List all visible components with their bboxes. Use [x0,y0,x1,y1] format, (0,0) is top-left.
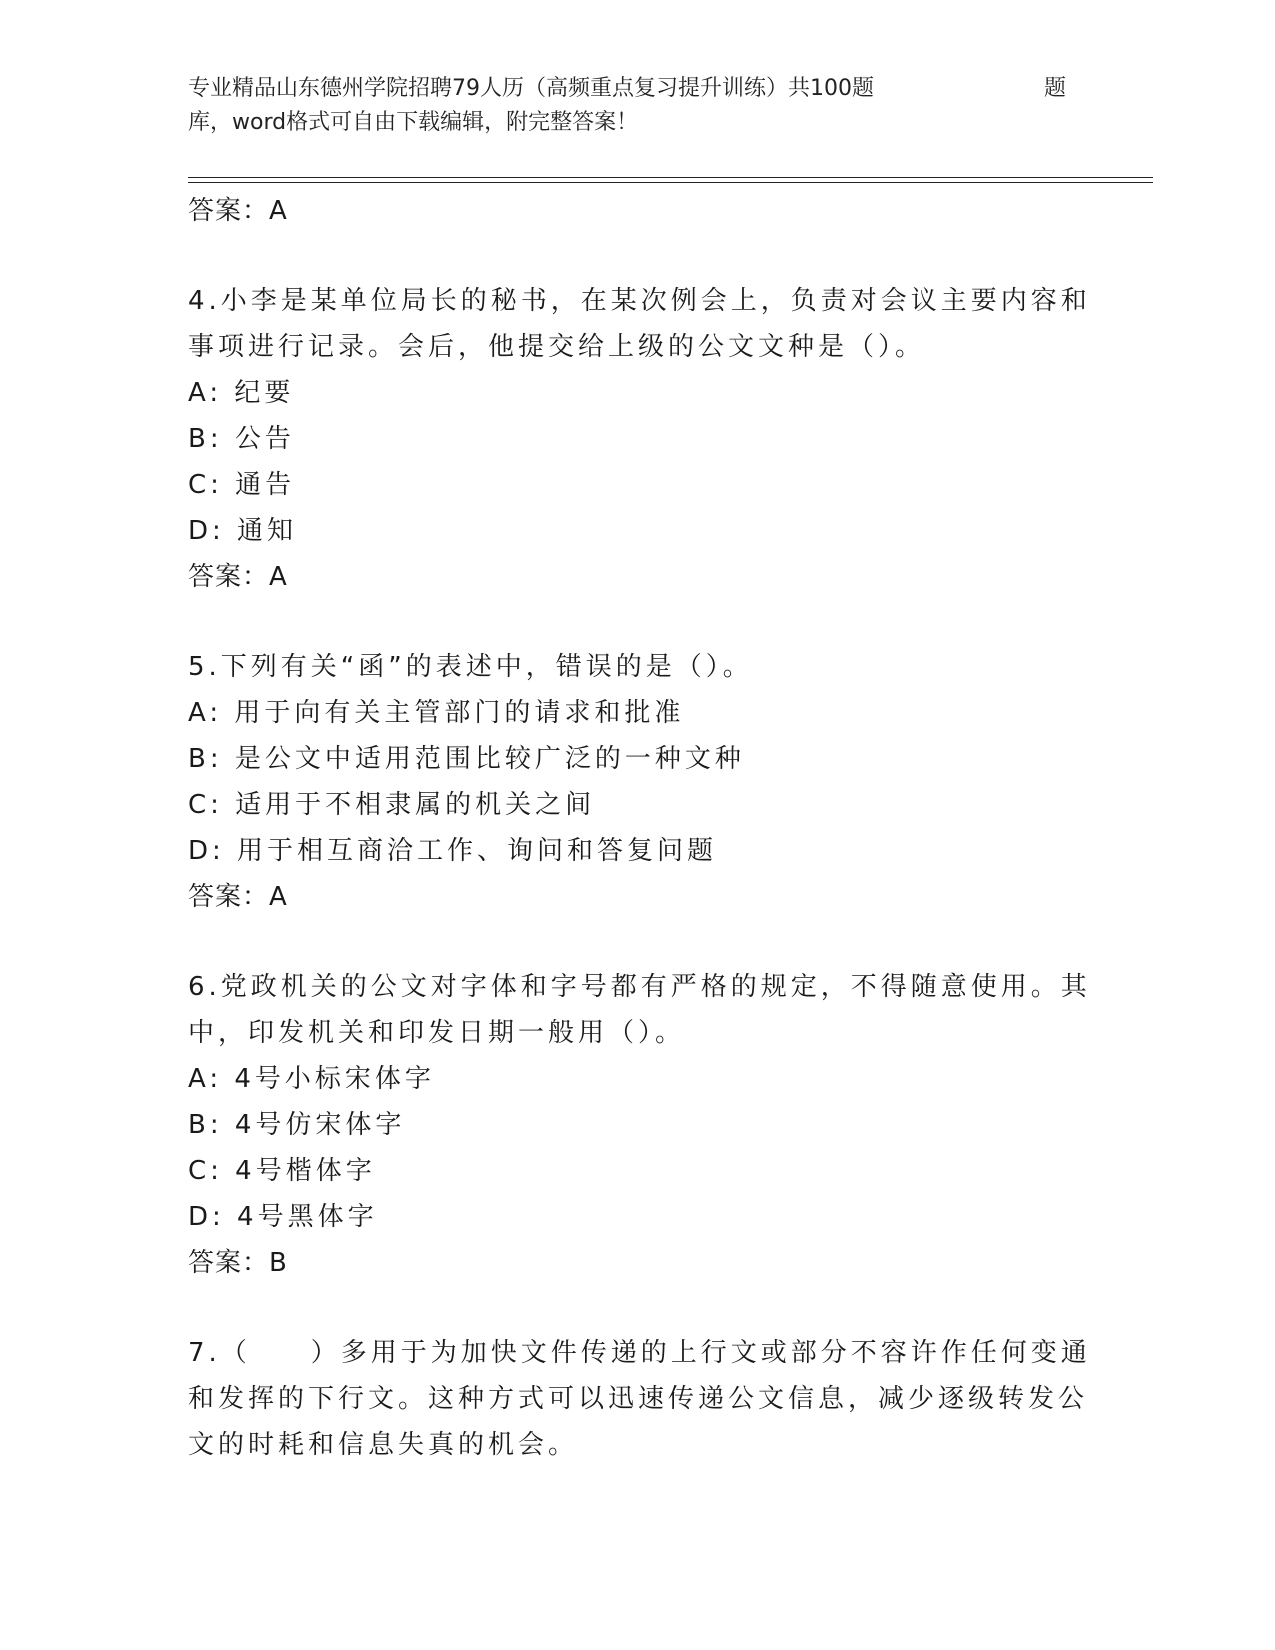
answer-line: 答案：A [188,882,288,912]
header-title: 专业精品山东德州学院招聘79人历（高频重点复习提升训练）共100题 [188,76,874,101]
question-text: 事项进行记录。会后，他提交给上级的公文文种是（）。 [188,332,926,362]
option-b: B: 4号仿宋体字 [188,1110,406,1140]
question-text: 文的时耗和信息失真的机会。 [188,1430,579,1460]
question-text: 7.（ ）多用于为加快文件传递的上行文或部分不容许作任何变通 [188,1338,1091,1368]
spacer [188,600,1078,644]
option-c: C: 通告 [188,470,296,500]
option-a: A: 用于向有关主管部门的请求和批准 [188,698,685,728]
header-title-tail: 题 [1044,76,1067,101]
option-d: D: 4号黑体字 [188,1202,378,1232]
header-line-1 [188,72,1068,106]
option-b: B: 公告 [188,424,295,454]
spacer [188,920,1078,964]
question-block [188,644,1078,920]
option-c: C: 4号楷体字 [188,1156,376,1186]
option-a: A: 纪要 [188,378,295,408]
answer-line: 答案：A [188,562,288,592]
spacer [188,234,1078,278]
header-line-2: 库，word格式可自由下载编辑，附完整答案！ [188,110,639,135]
page-header [188,72,1068,140]
question-block [188,278,1091,600]
question-block [188,964,1091,1286]
option-b: B: 是公文中适用范围比较广泛的一种文种 [188,744,745,774]
option-d: D: 用于相互商洽工作、询问和答复问题 [188,836,718,866]
header-rule-top [188,177,1153,178]
question-text: 6.党政机关的公文对字体和字号都有严格的规定，不得随意使用。其 [188,972,1091,1002]
question-text: 4.小李是某单位局长的秘书，在某次例会上，负责对会议主要内容和 [188,286,1091,316]
question-text: 和发挥的下行文。这种方式可以迅速传递公文信息，减少逐级转发公 [188,1384,1089,1414]
option-d: D: 通知 [188,516,298,546]
question-list [188,188,1091,1468]
option-a: A: 4号小标宋体字 [188,1064,435,1094]
answer-line: 答案：A [188,196,288,226]
spacer [188,1286,1078,1330]
header-rule-bottom [188,182,1153,183]
answer-line: 答案：B [188,1248,288,1278]
question-text: 中，印发机关和印发日期一般用（）。 [188,1018,686,1048]
question-text: 5.下列有关“函”的表述中，错误的是（）。 [188,652,753,682]
question-block [188,1330,1091,1468]
option-c: C: 适用于不相隶属的机关之间 [188,790,596,820]
